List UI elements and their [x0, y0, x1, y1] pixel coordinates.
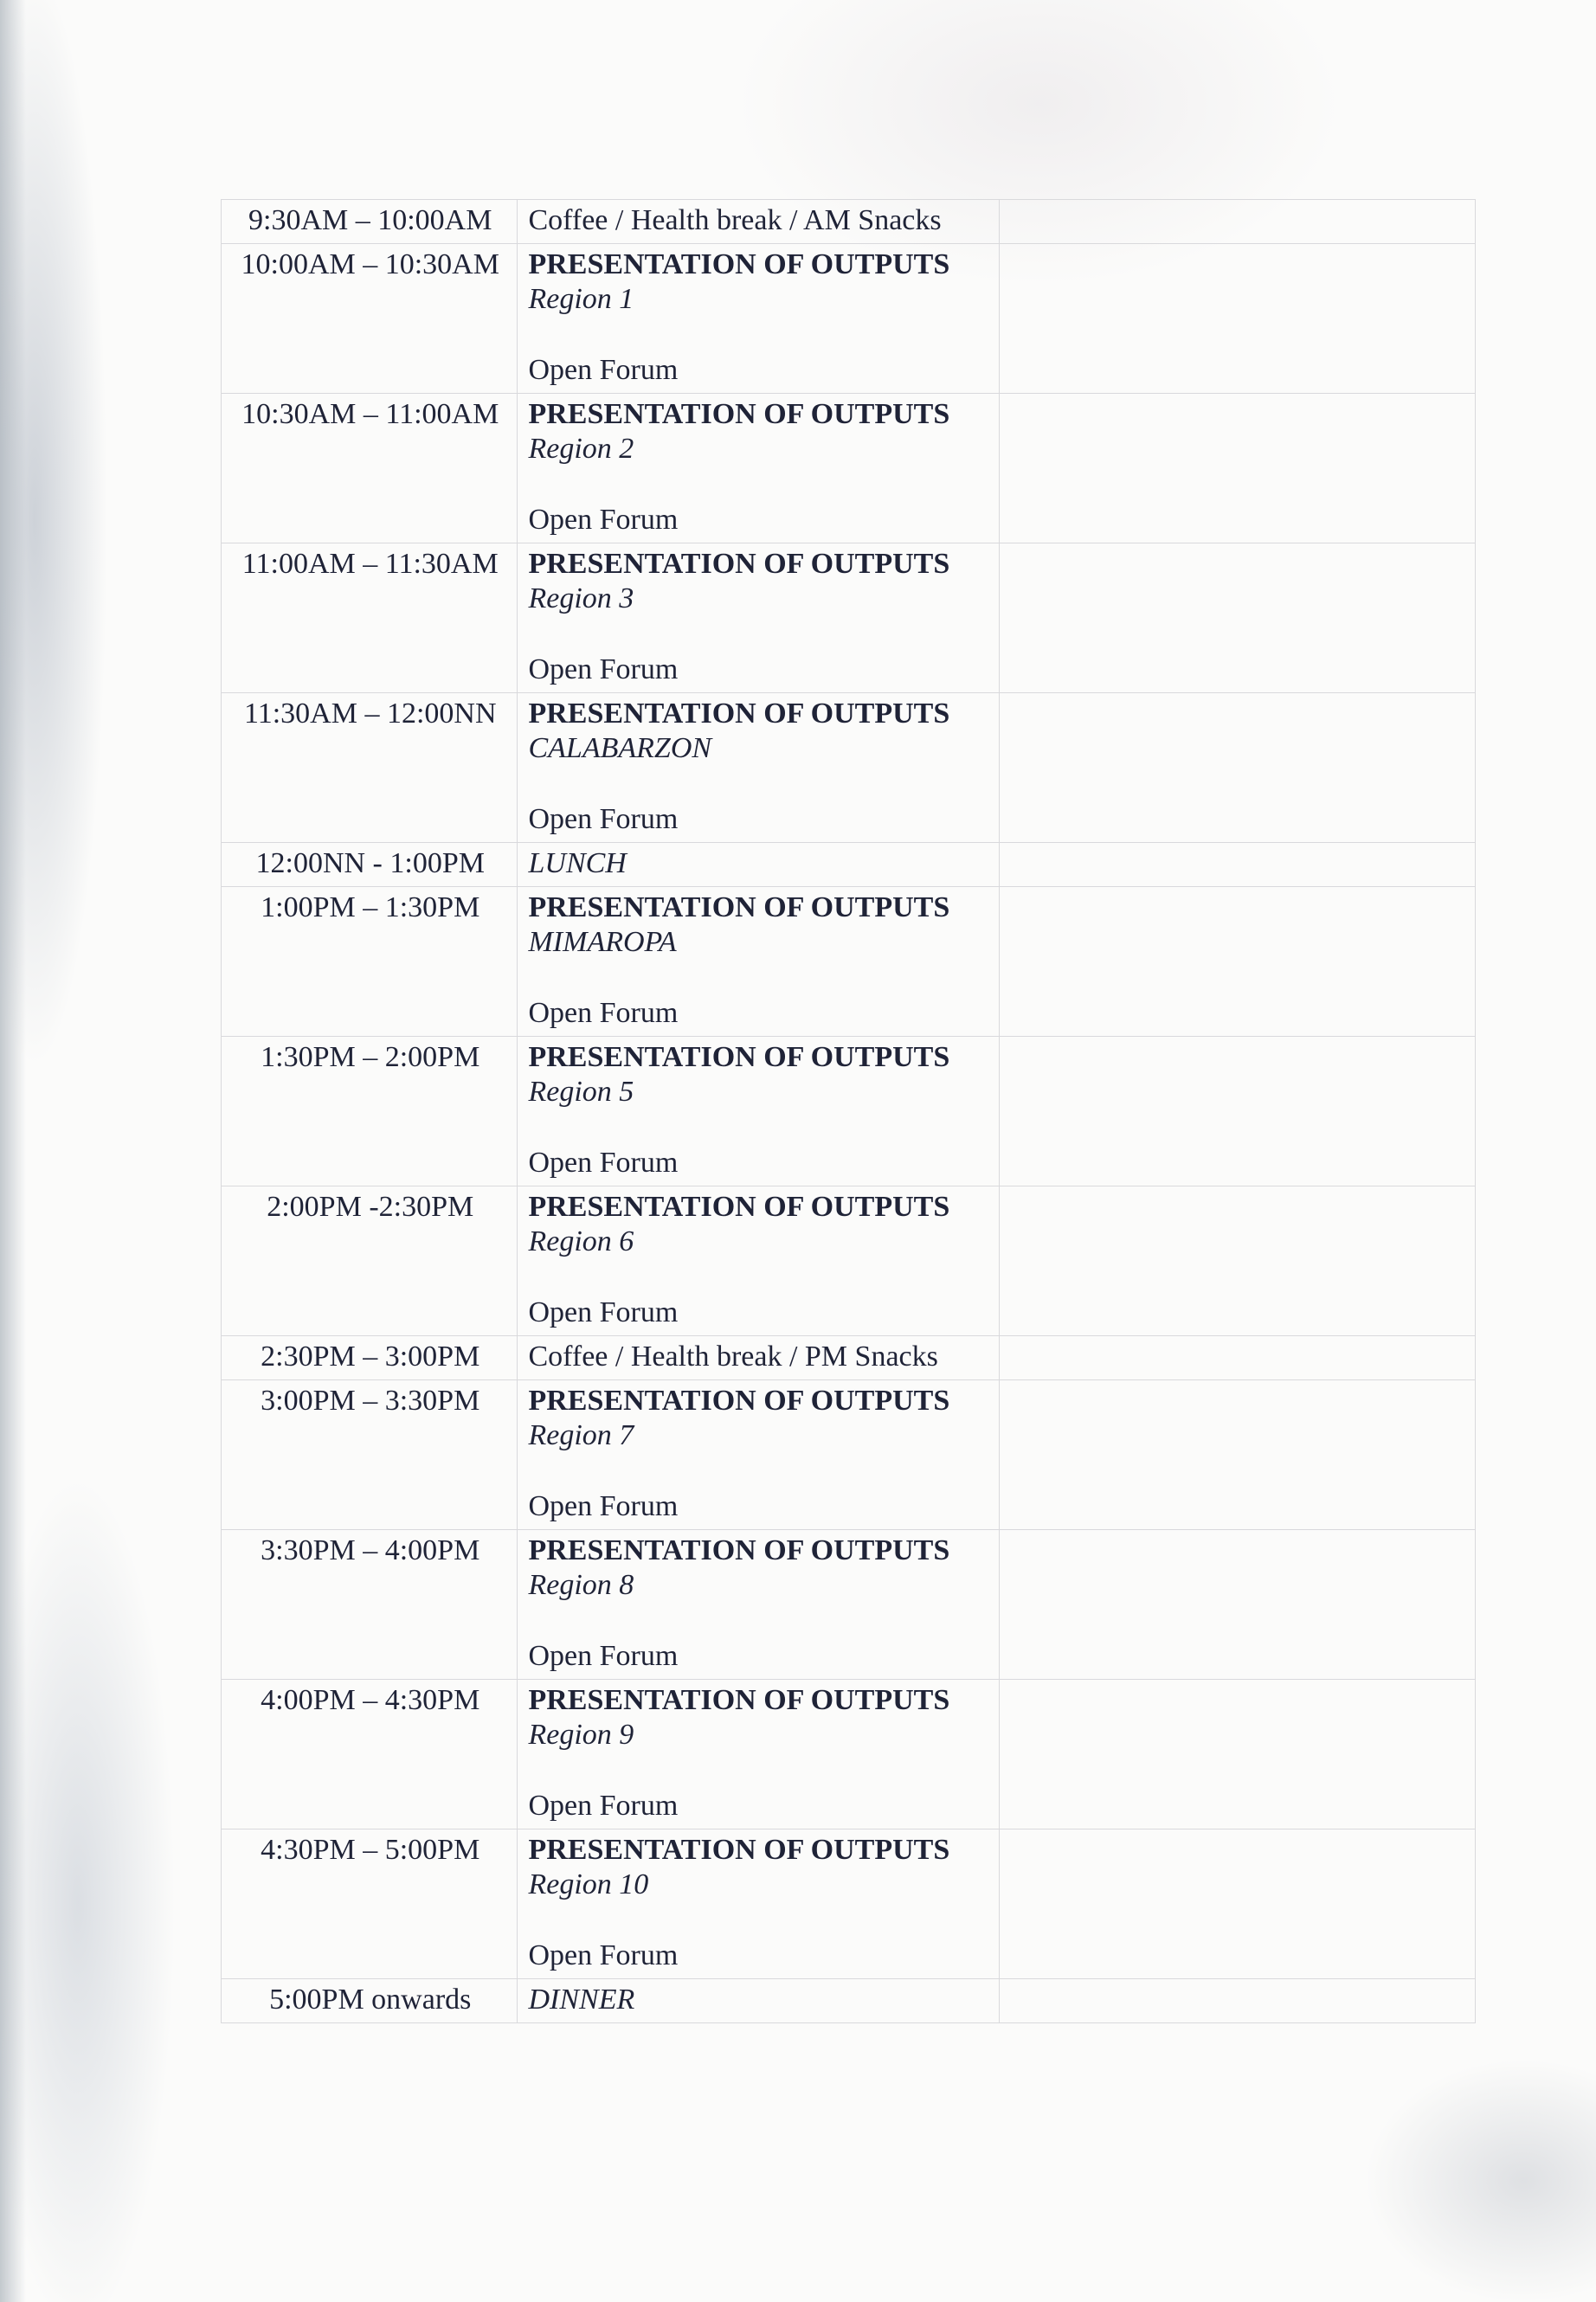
schedule-row	[222, 1979, 1476, 2023]
notes-cell	[999, 1979, 1475, 2023]
spacer	[528, 766, 989, 802]
time-slot: 2:00PM -2:30PM	[222, 1186, 518, 1336]
schedule-row	[222, 244, 1476, 394]
activity-cell	[518, 843, 999, 887]
notes-cell	[999, 1680, 1475, 1829]
spacer	[528, 466, 989, 503]
schedule-row	[222, 1037, 1476, 1186]
activity-title: PRESENTATION OF OUTPUTS	[528, 1191, 950, 1223]
time-slot: 4:00PM – 4:30PM	[222, 1680, 518, 1829]
schedule-body	[222, 200, 1476, 2023]
schedule-row	[222, 1829, 1476, 1979]
activity-title: PRESENTATION OF OUTPUTS	[528, 1534, 950, 1566]
time-slot: 10:30AM – 11:00AM	[222, 394, 518, 543]
activity-cell	[518, 1829, 999, 1979]
activity-title: PRESENTATION OF OUTPUTS	[528, 248, 950, 280]
open-forum-label: Open Forum	[528, 997, 679, 1029]
schedule-row	[222, 843, 1476, 887]
notes-cell	[999, 693, 1475, 843]
notes-cell	[999, 543, 1475, 693]
activity-cell	[518, 244, 999, 394]
schedule-row	[222, 1186, 1476, 1336]
time-slot: 2:30PM – 3:00PM	[222, 1336, 518, 1380]
time-slot: 12:00NN - 1:00PM	[222, 843, 518, 887]
time-slot: 11:30AM – 12:00NN	[222, 693, 518, 843]
activity-label: LUNCH	[528, 847, 627, 879]
activity-cell	[518, 1680, 999, 1829]
time-slot: 3:00PM – 3:30PM	[222, 1380, 518, 1530]
activity-cell	[518, 1380, 999, 1530]
page-edge-shadow	[0, 0, 26, 2302]
schedule-row	[222, 887, 1476, 1037]
spacer	[528, 1453, 989, 1489]
activity-cell	[518, 200, 999, 244]
open-forum-label: Open Forum	[528, 1640, 679, 1672]
open-forum-label: Open Forum	[528, 1296, 679, 1328]
open-forum-label: Open Forum	[528, 1939, 679, 1971]
schedule-row	[222, 200, 1476, 244]
activity-title: PRESENTATION OF OUTPUTS	[528, 548, 950, 580]
time-slot: 3:30PM – 4:00PM	[222, 1530, 518, 1680]
schedule-row	[222, 693, 1476, 843]
open-forum-label: Open Forum	[528, 504, 679, 536]
activity-region: Region 8	[528, 1569, 634, 1601]
time-slot: 4:30PM – 5:00PM	[222, 1829, 518, 1979]
activity-region: Region 5	[528, 1076, 634, 1108]
activity-cell	[518, 394, 999, 543]
schedule-row	[222, 1530, 1476, 1680]
time-slot: 1:00PM – 1:30PM	[222, 887, 518, 1037]
activity-region: Region 3	[528, 582, 634, 614]
schedule-row	[222, 1680, 1476, 1829]
activity-title: PRESENTATION OF OUTPUTS	[528, 698, 950, 730]
spacer	[528, 616, 989, 653]
schedule-table	[221, 199, 1476, 2023]
notes-cell	[999, 887, 1475, 1037]
open-forum-label: Open Forum	[528, 803, 679, 835]
activity-cell	[518, 1979, 999, 2023]
activity-region: Region 6	[528, 1225, 634, 1257]
activity-title: PRESENTATION OF OUTPUTS	[528, 1684, 950, 1716]
activity-cell	[518, 887, 999, 1037]
time-slot: 5:00PM onwards	[222, 1979, 518, 2023]
activity-cell	[518, 543, 999, 693]
activity-title: PRESENTATION OF OUTPUTS	[528, 891, 950, 923]
activity-label: Coffee / Health break / AM Snacks	[528, 204, 942, 236]
open-forum-label: Open Forum	[528, 1790, 679, 1822]
time-slot: 10:00AM – 10:30AM	[222, 244, 518, 394]
notes-cell	[999, 1380, 1475, 1530]
schedule-row	[222, 1380, 1476, 1530]
notes-cell	[999, 200, 1475, 244]
notes-cell	[999, 1530, 1475, 1680]
spacer	[528, 1109, 989, 1146]
notes-cell	[999, 1336, 1475, 1380]
activity-title: PRESENTATION OF OUTPUTS	[528, 1385, 950, 1417]
activity-cell	[518, 1530, 999, 1680]
activity-cell	[518, 1336, 999, 1380]
spacer	[528, 1259, 989, 1296]
open-forum-label: Open Forum	[528, 653, 679, 685]
activity-cell	[518, 693, 999, 843]
notes-cell	[999, 1829, 1475, 1979]
activity-title: PRESENTATION OF OUTPUTS	[528, 1041, 950, 1073]
spacer	[528, 1603, 989, 1639]
spacer	[528, 317, 989, 353]
schedule-row	[222, 394, 1476, 543]
activity-region: Region 9	[528, 1719, 634, 1751]
activity-region: MIMAROPA	[528, 926, 677, 958]
activity-region: Region 7	[528, 1419, 634, 1451]
notes-cell	[999, 394, 1475, 543]
notes-cell	[999, 244, 1475, 394]
notes-cell	[999, 1186, 1475, 1336]
schedule-row	[222, 543, 1476, 693]
activity-label: Coffee / Health break / PM Snacks	[528, 1341, 938, 1373]
spacer	[528, 1902, 989, 1939]
notes-cell	[999, 843, 1475, 887]
activity-title: PRESENTATION OF OUTPUTS	[528, 1834, 950, 1866]
spacer	[528, 960, 989, 996]
open-forum-label: Open Forum	[528, 1490, 679, 1522]
activity-region: Region 2	[528, 433, 634, 465]
activity-region: CALABARZON	[528, 732, 712, 764]
spacer	[528, 1752, 989, 1789]
activity-region: Region 10	[528, 1868, 649, 1900]
activity-cell	[518, 1186, 999, 1336]
open-forum-label: Open Forum	[528, 1147, 679, 1179]
time-slot: 9:30AM – 10:00AM	[222, 200, 518, 244]
activity-cell	[518, 1037, 999, 1186]
activity-region: Region 1	[528, 283, 634, 315]
schedule-row	[222, 1336, 1476, 1380]
time-slot: 11:00AM – 11:30AM	[222, 543, 518, 693]
time-slot: 1:30PM – 2:00PM	[222, 1037, 518, 1186]
activity-title: PRESENTATION OF OUTPUTS	[528, 398, 950, 430]
notes-cell	[999, 1037, 1475, 1186]
open-forum-label: Open Forum	[528, 354, 679, 386]
activity-label: DINNER	[528, 1984, 635, 2016]
